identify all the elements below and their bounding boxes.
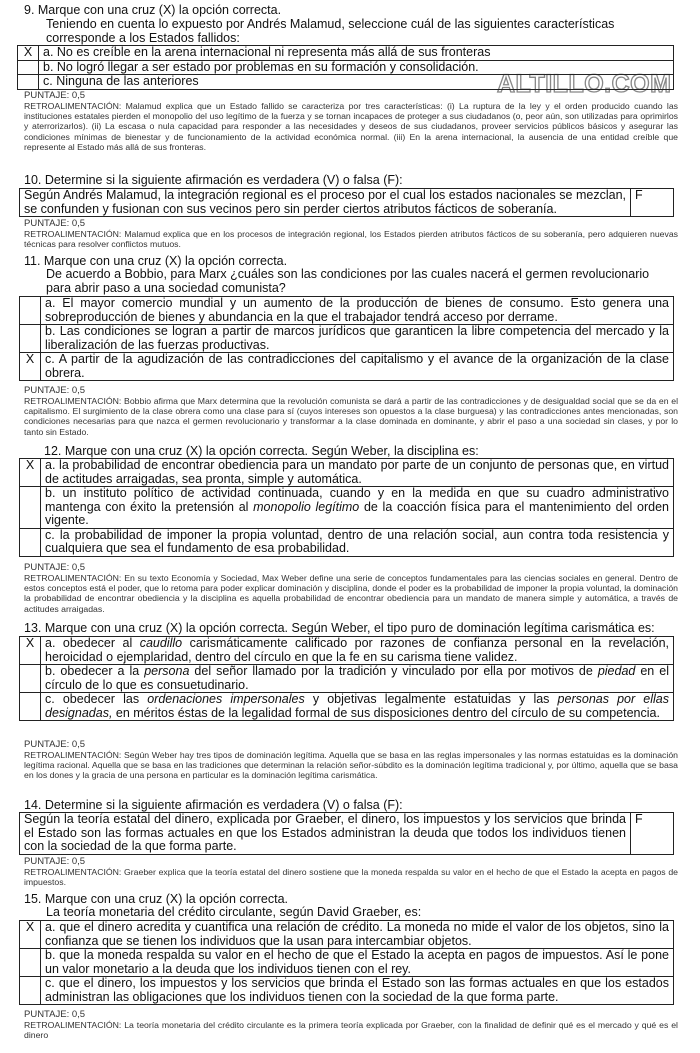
option-row[interactable]: [20, 459, 674, 487]
question-12-score: PUNTAJE: 0,5: [24, 562, 86, 573]
question-10-title: 10. Determine si la siguiente afirmación es verdadera (V) o falsa (F):: [24, 173, 403, 187]
option-text-part: y objetivas legalmente estatuidas y las: [304, 692, 558, 706]
option-text: b. No logró llegar a ser estado por problemas en su formación y consolidación.: [39, 60, 674, 75]
question-10-feedback: RETROALIMENTACIÓN: Malamud explica que en los procesos de integración regional, los Estados pierden atributos fácticos de su soberanía, pero adquieren nuevas técnicas para resolver conflictos mutuos.: [24, 229, 678, 250]
option-text: c. A partir de la agudización de las contradicciones del capitalismo y el avance de la organización de la clase obrera.: [41, 353, 674, 381]
option-row[interactable]: [20, 637, 674, 665]
option-row[interactable]: [20, 325, 674, 353]
option-row[interactable]: [18, 60, 674, 75]
option-text-part: b. un instituto político de actividad continuada, cuando y en la medida en que su cuadro administrativo mantenga con éxito la pretensión al: [45, 486, 669, 514]
option-text: c. la probabilidad de imponer la propia voluntad, dentro de una relación social, aun contra toda resistencia y cualquiera que sea el fundamento de esa probabilidad.: [41, 528, 674, 556]
question-15-prompt: La teoría monetaria del crédito circulante, según David Graeber, es:: [46, 905, 422, 919]
option-text-emphasis: ordenaciones impersonales: [147, 692, 305, 706]
question-12-options: [19, 458, 674, 557]
option-mark[interactable]: X: [20, 459, 41, 487]
option-text-emphasis: monopolio legítimo: [253, 499, 360, 514]
option-row[interactable]: [20, 693, 674, 721]
question-9-options: [17, 45, 674, 90]
option-text: a. No es creíble en la arena internacional ni representa más allá de sus fronteras: [39, 46, 674, 61]
question-11-score: PUNTAJE: 0,5: [24, 385, 86, 396]
statement-row: [20, 189, 674, 217]
option-text-emphasis: caudillo: [139, 636, 183, 650]
option-mark[interactable]: [20, 528, 41, 556]
question-15-score: PUNTAJE: 0,5: [24, 1009, 86, 1020]
question-13-options: [19, 636, 674, 721]
option-mark[interactable]: [20, 487, 41, 529]
option-mark[interactable]: [18, 75, 39, 90]
question-13-feedback: RETROALIMENTACIÓN: Según Weber hay tres tipos de dominación legítima. Aquella que se basa en las reglas impersonales y las normas estatuidas es la dominación legítima racional. Aquella que se basa en las tradiciones que determinan la relación señor-súbdito es la dominación legítima tradicional y, por último, aquella que se basa en los dones y la gracia de una persona en particular es la dominación legítima carismática.: [24, 750, 678, 781]
option-text-part: en el círculo de lo que es consuetudinario.: [45, 664, 669, 692]
option-row[interactable]: [20, 297, 674, 325]
option-text: a. que el dinero acredita y cuantifica una relación de crédito. La moneda no mide el valor de los objetos, sino la confianza que se tienen los individuos que la usan para intercambiar objetos.: [41, 921, 674, 949]
option-mark[interactable]: [20, 693, 41, 721]
option-text-part: carismáticamente calificado por razones de confianza personal en la revelación, heroicidad o ejemplaridad, dentro del círculo en que la fe en su carisma tiene validez.: [45, 636, 669, 664]
option-text: [41, 693, 674, 721]
option-row[interactable]: [20, 487, 674, 529]
question-14-feedback: RETROALIMENTACIÓN: Graeber explica que la teoría estatal del dinero sostiene que la moneda respalda su valor en el hecho de que el Estado la acepta en pagos de impuestos.: [24, 867, 678, 888]
option-mark[interactable]: [20, 325, 41, 353]
question-11-options: [19, 296, 674, 381]
option-text-part: de la coacción física para el mantenimiento del orden vigente.: [45, 499, 669, 527]
true-false-answer[interactable]: F: [631, 813, 674, 855]
statement-row: [20, 813, 674, 855]
option-row[interactable]: [18, 46, 674, 61]
question-10-statement-table: [19, 188, 674, 217]
option-text-part: a. obedecer al: [45, 636, 140, 650]
option-row[interactable]: [20, 353, 674, 381]
option-text-part: en méritos éstas de la legalidad formal de sus disposiciones dentro del círculo de su competencia.: [112, 705, 660, 720]
option-text-emphasis: piedad: [597, 664, 636, 678]
option-mark[interactable]: [20, 949, 41, 977]
statement-text: Según la teoría estatal del dinero, explicada por Graeber, el dinero, los impuestos y los servicios que brinda el Estado son las formas actuales en que los Estados administran la deuda que todos los individuos tienen con la sociedad de la que forma parte.: [20, 813, 631, 855]
option-row[interactable]: [20, 977, 674, 1005]
option-mark[interactable]: [20, 665, 41, 693]
option-row[interactable]: [20, 665, 674, 693]
question-15-options: [19, 920, 674, 1005]
question-13-title: 13. Marque con una cruz (X) la opción correcta. Según Weber, el tipo puro de dominación legítima carismática es:: [24, 621, 655, 635]
option-text: b. Las condiciones se logran a partir de marcos jurídicos que garanticen la libre competencia del mercado y la liberalización de las fuerzas productivas.: [41, 325, 674, 353]
option-text: a. la probabilidad de encontrar obediencia para un mandato por parte de un conjunto de personas que, en virtud de actitudes arraigadas, sea pronta, simple y automática.: [41, 459, 674, 487]
option-text-emphasis: persona: [144, 664, 190, 678]
option-row[interactable]: [20, 921, 674, 949]
question-11-feedback: RETROALIMENTACIÓN: Bobbio afirma que Marx determina que la revolución comunista se dará a partir de las contradicciones y de desigualdad social que se da en el capitalismo. El surgimiento de la clase obrera como una clase para sí (cuyos intereses son opuestos a la clase burguesa) y las contradicciones antes mencionadas, son condiciones necesarias para que nazca el germen revolucionario y transformar a la clase dominada en dominante, y abrir el paso a una sociedad sin clases, y por lo tanto sin Estado.: [24, 396, 678, 437]
option-mark[interactable]: [20, 977, 41, 1005]
option-mark[interactable]: X: [20, 353, 41, 381]
question-14-score: PUNTAJE: 0,5: [24, 856, 86, 867]
option-mark[interactable]: [18, 60, 39, 75]
option-row[interactable]: [20, 528, 674, 556]
option-text: [41, 487, 674, 529]
option-mark[interactable]: [20, 297, 41, 325]
option-text-part: del señor llamado por la tradición y vinculado por ella por motivos de: [189, 664, 598, 678]
option-text: [41, 665, 674, 693]
question-11-prompt: De acuerdo a Bobbio, para Marx ¿cuáles son las condiciones por las cuales nacerá el germen revolucionario para abrir paso a una sociedad comunista?: [46, 267, 650, 295]
option-text-part: c. obedecer las: [45, 692, 148, 706]
option-row[interactable]: [18, 75, 674, 90]
question-14-statement-table: [19, 812, 674, 855]
option-mark[interactable]: X: [20, 921, 41, 949]
question-9-feedback: RETROALIMENTACIÓN: Malamud explica que un Estado fallido se caracteriza por tres características: (i) La ruptura de la ley y el orden producido cuando las instituciones estatales pierden el monopolio del uso legítimo de la fuerza y se tornan incapaces de proteger a sus ciudadanos (o, peor aún, son utilizadas para oprimirlos y aterrorizarlos). (ii) La escasa o nula capacidad para responder a las necesidades y deseos de sus ciudadanos, proveer servicios públicos básicos y asegurar las condiciones mínimas de bienestar y de funcionamiento de la actividad económica normal. (iii) En la arena internacional, la ausencia de una entidad creíble que represente al Estado más allá de sus fronteras.: [24, 101, 678, 152]
option-mark[interactable]: X: [18, 46, 39, 61]
question-9-title: 9. Marque con una cruz (X) la opción correcta.: [24, 3, 282, 17]
option-text: c. que el dinero, los impuestos y los servicios que brinda el Estado son las formas actuales en que los estados administran las obligaciones que los individuos tienen con la sociedad de la que forma parte.: [41, 977, 674, 1005]
true-false-answer[interactable]: F: [631, 189, 674, 217]
option-text: b. que la moneda respalda su valor en el hecho de que el Estado la acepta en pagos de impuestos. Así le pone un valor monetario a la deuda que los individuos tienen con el rey.: [41, 949, 674, 977]
question-12-feedback: RETROALIMENTACIÓN: En su texto Economía y Sociedad, Max Weber define una serie de conceptos fundamentales para las ciencias sociales en general. Dentro de estos conceptos está el poder, que lo retoma para poder explicar dominación y disciplina, donde el poder es la probabilidad de imponer la propia voluntad, la dominación la probabilidad de encontrar obediencia y la disciplina es aquella probabilidad de encontrar obediencia para un mandato de manera simple y automática, a través de actitudes arraigadas.: [24, 573, 678, 614]
option-mark[interactable]: X: [20, 637, 41, 665]
option-text: a. El mayor comercio mundial y un aumento de la producción de bienes de consumo. Esto genera una sobreproducción de bienes y abundancia en la que el trabajador tendrá acceso por derrame.: [41, 297, 674, 325]
option-text-part: b. obedecer a la: [45, 664, 145, 678]
question-13-score: PUNTAJE: 0,5: [24, 739, 86, 750]
question-15-feedback: RETROALIMENTACIÓN: La teoría monetaria del crédito circulante es la primera teoría explicada por Graeber, con la finalidad de definir qué es el mercado y qué es el dinero: [24, 1020, 678, 1041]
question-12-title: 12. Marque con una cruz (X) la opción correcta. Según Weber, la disciplina es:: [44, 444, 479, 458]
option-text: [41, 637, 674, 665]
question-10-score: PUNTAJE: 0,5: [24, 218, 86, 229]
watermark-logo: ALTILLO.COM: [497, 70, 672, 98]
question-14-title: 14. Determine si la siguiente afirmación es verdadera (V) o falsa (F):: [24, 798, 403, 812]
option-text-emphasis: personas por ellas designadas,: [45, 692, 669, 720]
question-9-prompt: Teniendo en cuenta lo expuesto por Andrés Malamud, seleccione cuál de las siguientes características corresponde a los Estados fallidos:: [46, 17, 615, 45]
question-15-title: 15. Marque con una cruz (X) la opción correcta.: [24, 892, 289, 906]
option-text: c. Ninguna de las anteriores: [39, 75, 674, 90]
question-9-score: PUNTAJE: 0,5: [24, 90, 86, 101]
option-row[interactable]: [20, 949, 674, 977]
question-11-title: 11. Marque con una cruz (X) la opción correcta.: [24, 254, 288, 268]
statement-text: Según Andrés Malamud, la integración regional es el proceso por el cual los estados nacionales se mezclan, se confunden y fusionan con sus vecinos pero sin perder ciertos atributos fácticos de soberanía.: [20, 189, 631, 217]
